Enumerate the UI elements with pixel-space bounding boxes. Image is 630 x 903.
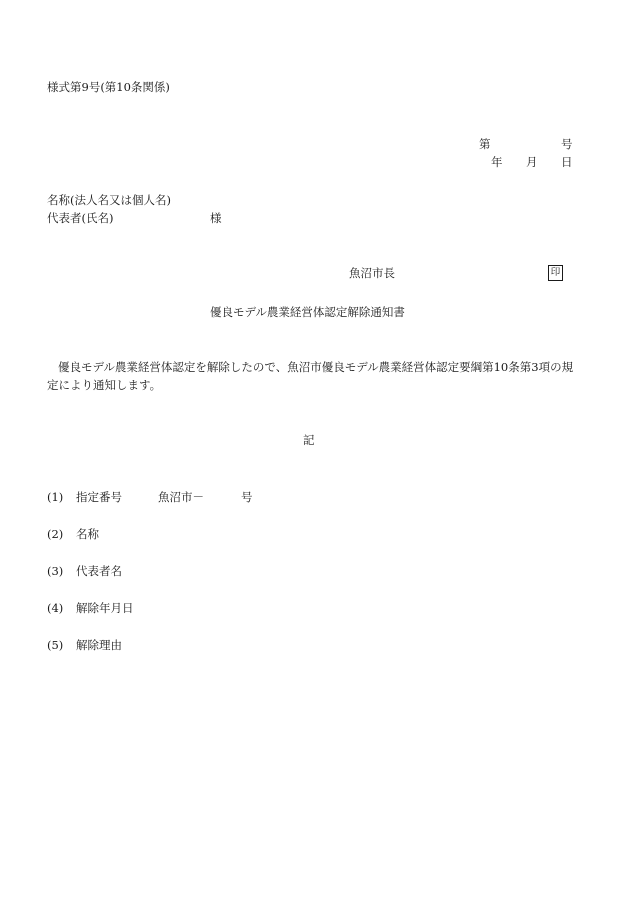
item-label-cancellation-reason: 解除理由	[76, 638, 122, 652]
designation-number-suffix: 号	[241, 490, 253, 504]
item-label-cancellation-date: 解除年月日	[76, 601, 134, 615]
item-number: (1)	[47, 490, 64, 504]
date-month-label: 月	[526, 155, 538, 169]
item-label-name: 名称	[76, 527, 99, 541]
item-label-representative: 代表者名	[76, 564, 122, 578]
issuer-title: 魚沼市長	[349, 266, 395, 280]
doc-number-suffix: 号	[561, 137, 573, 151]
item-number: (3)	[47, 564, 64, 578]
body-paragraph: 優良モデル農業経営体認定を解除したので、魚沼市優良モデル農業経営体認定要綱第10条第3項の規定により通知します。	[47, 360, 574, 392]
item-label-designation-number: 指定番号	[76, 490, 122, 504]
document-title: 優良モデル農業経営体認定解除通知書	[210, 305, 405, 319]
item-number: (5)	[47, 638, 64, 652]
recipient-name-label: 名称(法人名又は個人名)	[47, 193, 171, 207]
recipient-honorific: 様	[210, 211, 222, 225]
date-day-label: 日	[561, 155, 573, 169]
doc-number-prefix: 第	[479, 137, 491, 151]
date-year-label: 年	[491, 155, 503, 169]
ki-heading: 記	[303, 433, 315, 447]
item-number: (4)	[47, 601, 64, 615]
seal-mark: 印	[548, 265, 563, 281]
recipient-rep-label: 代表者(氏名)	[47, 211, 114, 225]
designation-number-prefix: 魚沼市－	[158, 490, 204, 504]
form-number: 様式第9号(第10条関係)	[47, 80, 170, 94]
item-number: (2)	[47, 527, 64, 541]
